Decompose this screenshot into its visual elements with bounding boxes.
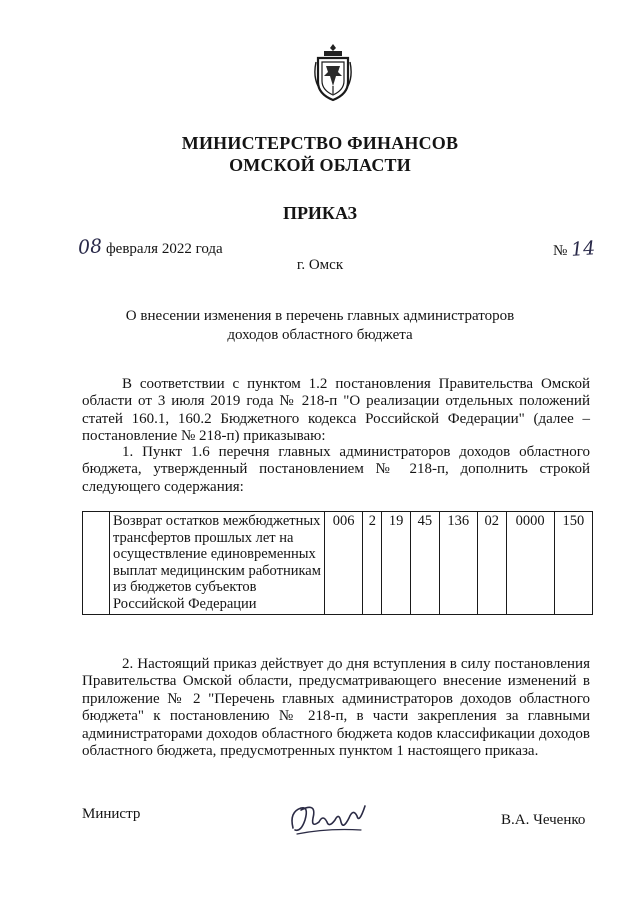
document-type-title: ПРИКАЗ (282, 203, 358, 223)
order-date (78, 236, 223, 258)
subject-line1: О внесении изменения в перечень главных администраторов (125, 308, 515, 324)
table-cell-code-8: 150 (554, 512, 592, 615)
signer-position: Министр (82, 806, 141, 822)
clause-2-paragraph: 2. Настоящий приказ действует до дня вступления в силу постановления Правительства Омской области, предусматривающего внесение изменений в приложение № 2 "Перечень главных администраторов доходов областного бюджета" к постановлению № 218-п, в части закрепления за главными администраторами доходов областного бюджета кодов классификации доходов областного бюджета, предусмотренных пунктом 1 настоящего приказа. (82, 656, 590, 760)
number-handwritten: 14 (570, 237, 596, 261)
date-day-handwritten: 08 (77, 235, 103, 259)
signer-name: В.А. Чеченко (501, 812, 586, 828)
handwritten-signature-icon (287, 798, 367, 840)
table-cell-code-5: 136 (439, 512, 477, 615)
org-name-line1: МИНИСТЕРСТВО ФИНАНСОВ (181, 133, 459, 153)
table-cell-code-4: 45 (410, 512, 439, 615)
clause-1-paragraph: 1. Пункт 1.6 перечня главных администраторов доходов областного бюджета, утвержденный постановлением № 218-п, дополнить строкой следующего содержания: (82, 444, 590, 495)
table-cell-code-1: 006 (325, 512, 363, 615)
coat-of-arms-icon (314, 42, 352, 104)
order-city: г. Омск (296, 257, 344, 273)
inserted-row-table (82, 511, 593, 615)
order-subject (100, 307, 540, 345)
table-cell-code-2: 2 (363, 512, 382, 615)
table-cell-code-3: 19 (382, 512, 411, 615)
table-cell-code-6: 02 (477, 512, 506, 615)
table-row (83, 512, 593, 615)
org-name-line2: ОМСКОЙ ОБЛАСТИ (229, 155, 411, 175)
subject-line2: доходов областного бюджета (227, 327, 413, 343)
number-sign: № (553, 243, 568, 259)
table-cell-blank (83, 512, 110, 615)
table-cell-code-7: 0000 (506, 512, 554, 615)
table-cell-income-name: Возврат остатков межбюджетных трансфертов прошлых лет на осуществление единовременных выплат медицинским работникам из бюджетов субъектов Российской Федерации (110, 512, 325, 615)
date-month-year: февраля 2022 года (105, 241, 223, 257)
preamble-paragraph: В соответствии с пунктом 1.2 постановления Правительства Омской области от 3 июля 2019 года № 218-п "О реализации отдельных положений статей 160.1, 160.2 Бюджетного кодекса Российской Федерации" (далее – постановление № 218-п) приказываю: (82, 376, 590, 445)
